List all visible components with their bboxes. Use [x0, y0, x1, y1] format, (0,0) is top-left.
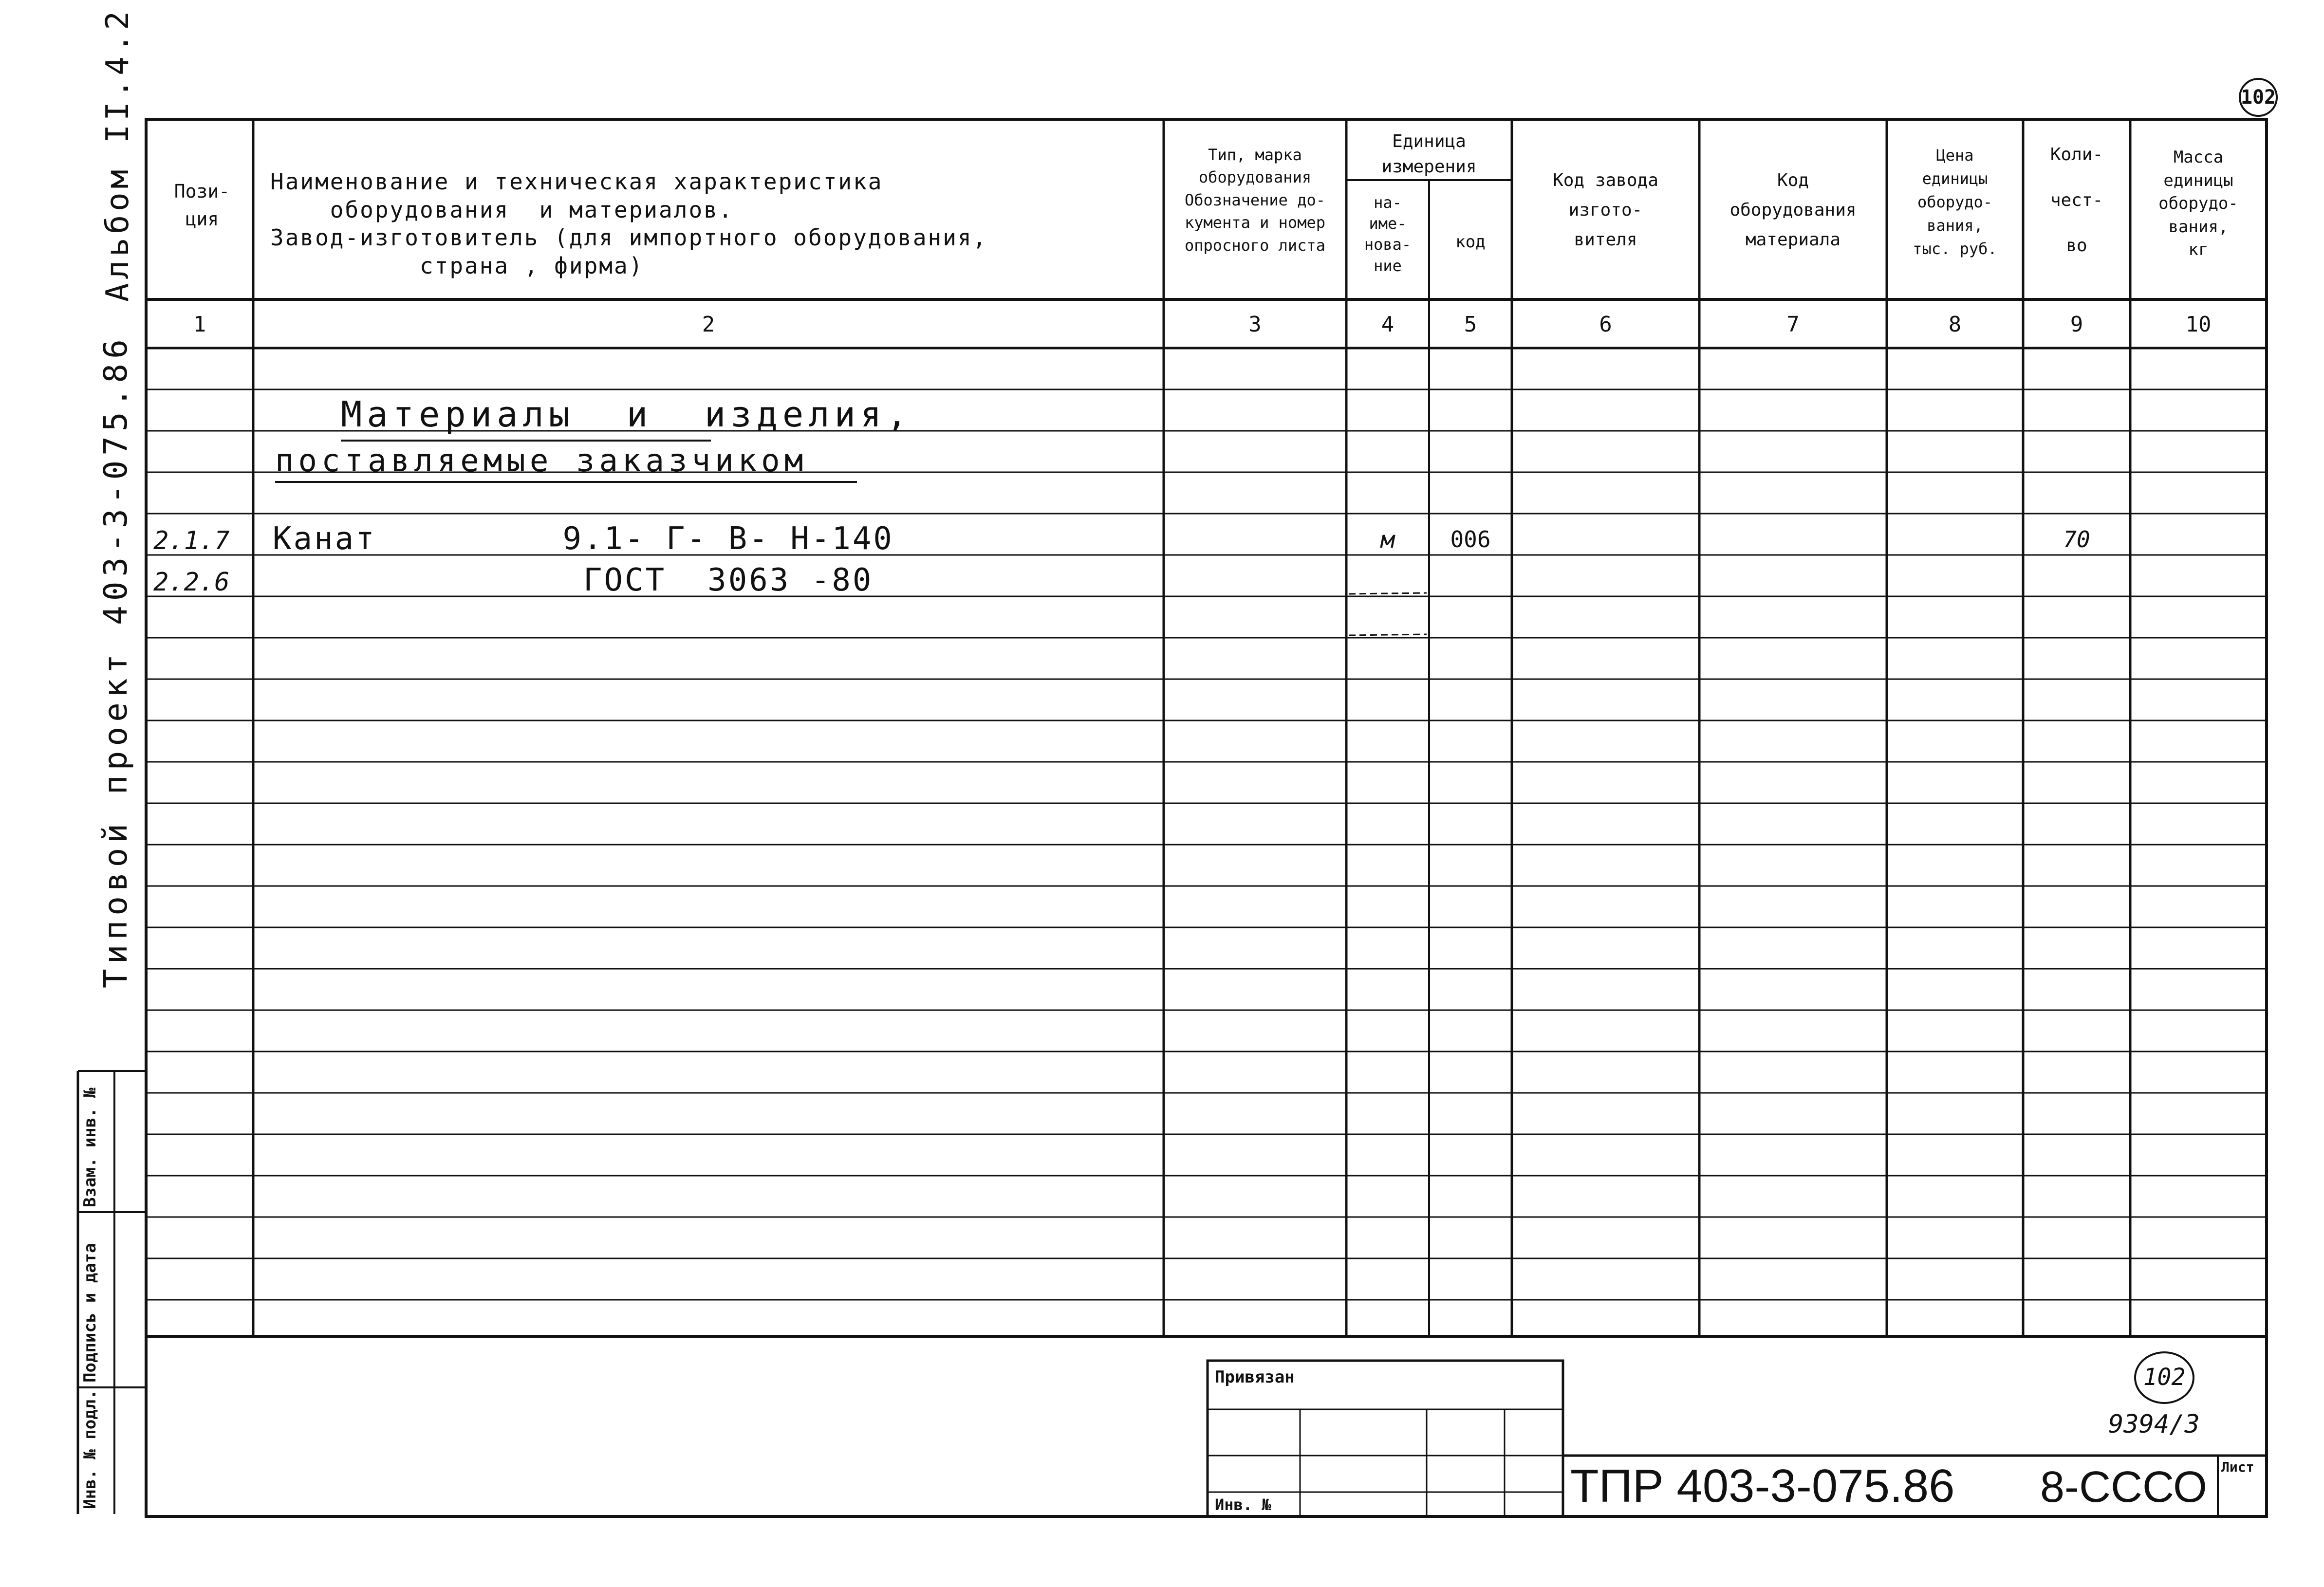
header-unit-name: на- име- нова- ние: [1364, 193, 1412, 275]
header-quantity: Коли- чест- во: [2050, 145, 2103, 256]
album-label: Альбом II.4.2: [100, 7, 136, 302]
sub-number: 9394/3: [2108, 1410, 2200, 1439]
section-title-line2: поставляемые заказчиком: [275, 443, 808, 479]
header-factory-code: Код завода изгото- вителя: [1553, 170, 1658, 250]
project-code: ТПР 403-3-075.86: [1570, 1460, 1955, 1512]
title-block-privyazan: Привязан: [1215, 1367, 1295, 1387]
col-number-1: 1: [193, 312, 206, 337]
col-number-2: 2: [702, 312, 715, 337]
title-block-inv-no: Инв. №: [1215, 1495, 1271, 1514]
stamp-inv-no: Инв. № подл.: [80, 1389, 100, 1509]
sheet-number-top: 102: [2240, 86, 2276, 109]
header-type-brand: Тип, марка оборудования Обозначение до- кумента и номер опросного листа: [1185, 146, 1325, 255]
section-title-line1: Материалы и изделия,: [341, 394, 912, 435]
row-position: 2.1.7: [153, 526, 230, 555]
col-number-4: 4: [1381, 312, 1394, 337]
col-number-3: 3: [1248, 312, 1262, 337]
header-equipment-code: Код оборудования материала: [1729, 170, 1857, 250]
col-number-9: 9: [2070, 312, 2083, 337]
col-number-5: 5: [1464, 312, 1477, 337]
header-mass: Масса единицы оборудо- вания, кг: [2158, 148, 2238, 260]
col-number-10: 10: [2185, 312, 2212, 337]
header-position: Пози- ция: [174, 181, 230, 230]
header-name: Наименование и техническая характеристика оборудования и материалов. Завод-изготовитель (для импортного оборудования, страна , фирма): [270, 168, 988, 279]
header-price: Цена единицы оборудо- вания, тыс. руб.: [1913, 146, 1997, 258]
sheet-code: 8-СССО: [2040, 1463, 2208, 1512]
row-name: ГОСТ 3063 -80: [273, 562, 874, 598]
row-name: Канат 9.1- Г- В- Н-140: [273, 521, 894, 557]
col-number-7: 7: [1786, 312, 1800, 337]
row-unit: м: [1380, 526, 1395, 554]
header-units-group: Единица измерения: [1381, 131, 1477, 177]
stamp-signature-date: Подпись и дата: [80, 1243, 100, 1383]
row-position: 2.2.6: [153, 568, 230, 597]
stamp-replace-inv-no: Взам. инв. №: [80, 1088, 100, 1207]
row-code: 006: [1450, 526, 1491, 553]
header-unit-code: код: [1455, 232, 1486, 252]
row-quantity: 70: [2063, 526, 2090, 553]
col-number-8: 8: [1948, 312, 1962, 337]
col-number-6: 6: [1599, 312, 1612, 337]
sheet-label: Лист: [2221, 1459, 2254, 1475]
circle-number: 102: [2143, 1364, 2186, 1391]
project-label: Типовой проект 403-3-075.86: [97, 334, 134, 988]
